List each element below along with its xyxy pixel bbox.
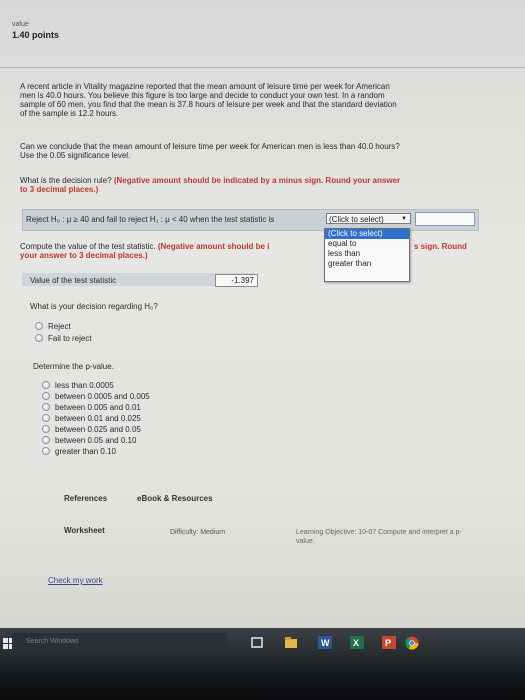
pvalue-option-7: greater than 0.10 [55, 447, 116, 456]
test-stat-note-c: your answer to 3 decimal places.) [20, 251, 148, 260]
chrome-icon[interactable] [405, 636, 419, 649]
dropdown-option-equal[interactable]: equal to [328, 239, 357, 248]
learning-objective-line-1: Learning Objective: 10-07 Compute and interpret a p- [296, 529, 462, 536]
test-stat-prompt: Compute the value of the test statistic. [20, 242, 156, 251]
pvalue-option-2: between 0.0005 and 0.005 [55, 392, 150, 401]
ebook-resources-tab[interactable]: eBook & Resources [137, 494, 213, 503]
worksheet-tab[interactable]: Worksheet [64, 526, 105, 535]
decision-prompt: What is your decision regarding H₀? [30, 302, 158, 311]
points-label: 1.40 points [12, 30, 60, 40]
dropdown-option-less[interactable]: less than [328, 249, 361, 258]
decision-rule-note-2: to 3 decimal places.) [20, 185, 99, 194]
pvalue-option-5: between 0.025 and 0.05 [55, 425, 141, 434]
question-line-1: Can we conclude that the mean amount of leisure time per week for American men is less than 40.0 hours? [20, 142, 400, 151]
svg-text:X: X [353, 638, 360, 648]
chevron-down-icon: ▼ [401, 216, 407, 222]
references-tab[interactable]: References [64, 494, 108, 503]
radio-pvalue-2[interactable] [42, 392, 50, 400]
radio-pvalue-4[interactable] [42, 414, 50, 422]
header-divider [0, 67, 525, 68]
dropdown-option-greater[interactable]: greater than [328, 259, 372, 268]
test-stat-label: Value of the test statistic [30, 276, 117, 285]
option-reject-label: Reject [48, 322, 71, 331]
svg-text:P: P [385, 638, 392, 648]
radio-pvalue-3[interactable] [42, 403, 50, 411]
comparison-select[interactable] [326, 213, 411, 224]
test-stat-prompt-line-1 [20, 242, 269, 251]
critical-value-input[interactable] [415, 212, 475, 226]
excel-icon[interactable] [350, 636, 364, 649]
radio-pvalue-7[interactable] [42, 447, 50, 455]
test-stat-input[interactable]: -1.397 [215, 274, 258, 287]
comparison-select-value: (Click to select) [329, 215, 384, 224]
test-stat-note-a: (Negative amount should be i [157, 242, 270, 251]
pvalue-option-4: between 0.01 and 0.025 [55, 414, 141, 423]
decision-rule-prompt [20, 176, 400, 185]
radio-fail-to-reject[interactable] [35, 334, 43, 342]
pvalue-option-1: less than 0.0005 [55, 381, 114, 390]
decision-rule-statement: Reject H₀ : μ ≥ 40 and fail to reject H₁ : μ < 40 when the test statistic is [26, 215, 275, 224]
problem-line-4: of the sample is 12.2 hours. [20, 109, 119, 118]
radio-reject[interactable] [35, 322, 43, 330]
file-explorer-icon[interactable] [284, 636, 298, 649]
pvalue-option-6: between 0.05 and 0.10 [55, 436, 137, 445]
radio-pvalue-5[interactable] [42, 425, 50, 433]
check-my-work-link[interactable]: Check my work [48, 576, 103, 585]
learning-objective-line-2: value. [296, 538, 315, 545]
test-stat-note-b: s sign. Round [414, 242, 467, 251]
difficulty-label: Difficulty: Medium [170, 529, 226, 536]
option-fail-to-reject-label: Fail to reject [48, 334, 92, 343]
pvalue-option-3: between 0.005 and 0.01 [55, 403, 141, 412]
decision-rule-label: What is the decision rule? [20, 176, 112, 185]
problem-line-3: sample of 60 men, you find that the mean is 37.8 hours of leisure per week and that the standard deviation [20, 100, 397, 109]
dropdown-option-placeholder[interactable]: (Click to select) [325, 229, 409, 239]
pvalue-prompt: Determine the p-value. [33, 362, 114, 371]
value-label: value [12, 21, 29, 28]
decision-rule-note-1: (Negative amount should be indicated by a minus sign. Round your answer [113, 176, 401, 185]
task-view-icon[interactable] [250, 636, 264, 649]
radio-pvalue-6[interactable] [42, 436, 50, 444]
svg-text:W: W [321, 638, 330, 648]
photo-shadow [0, 655, 525, 700]
problem-line-1: A recent article in Vitality magazine reported that the mean amount of leisure time per week for American [20, 82, 390, 91]
powerpoint-icon[interactable] [382, 636, 396, 649]
radio-pvalue-1[interactable] [42, 381, 50, 389]
comparison-dropdown-list [324, 228, 410, 282]
windows-search-box[interactable] [12, 633, 227, 651]
word-icon[interactable] [318, 636, 332, 649]
question-line-2: Use the 0.05 significance level. [20, 151, 131, 160]
problem-line-2: men is 40.0 hours. You believe this figure is too large and decide to conduct your own test. In a random [20, 91, 385, 100]
search-placeholder: Search Windows [26, 638, 79, 645]
